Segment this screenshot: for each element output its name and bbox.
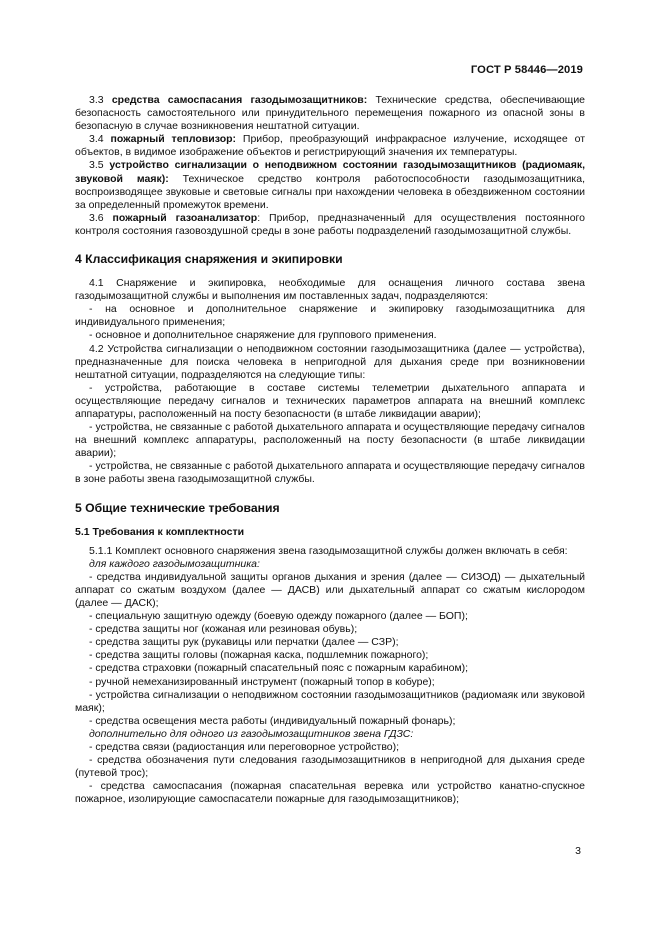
term-name: пожарный тепловизор:: [110, 133, 237, 146]
list-item: - специальную защитную одежду (боевую одежду пожарного (далее — БОП);: [89, 610, 468, 623]
term-name: средства самоспасания газодымозащитников:: [111, 94, 368, 106]
page-number: 3: [575, 845, 581, 857]
list-item: - средства защиты головы (пожарная каска, подшлемник пожарного);: [89, 649, 429, 662]
page-content: [75, 94, 585, 807]
term-3-5: 3.5 устройство сигнализации о неподвижном состоянии газодымозащитников (радиомаяк, звуковой маяк): Техническое средство контроля работоспособности газодымозащитника, воспроизводящее звуковые и световые сигналы при нахождении человека в обездвиженном состоянии за определенный промежуток времени.: [75, 159, 586, 211]
list-item: - средства защиты рук (рукавицы или перчатки (далее — СЗР);: [89, 636, 399, 649]
list-item: - устройства, не связанные с работой дыхательного аппарата и осуществляющие передачу сигналов в зоне работы звена газодымозащитной службы.: [75, 460, 585, 486]
list-label: для каждого газодымозащитника:: [89, 557, 260, 570]
paragraph-4-1: 4.1 Снаряжение и экипировка, необходимые для оснащения личного состава звена газодымозащитной службы и выполнения им поставленных задач, подразделяются:: [75, 277, 585, 303]
term-3-3: 3.3 средства самоспасания газодымозащитников: Технические средства, обеспечивающие безопасность самостоятельного или принудительного перемещения пожарного из опасной зоны в безопасную в случае возникновения нештатной ситуации.: [75, 94, 586, 133]
list-item: - средства связи (радиостанция или переговорное устройство);: [89, 741, 400, 754]
list-label: дополнительно для одного из газодымозащитников звена ГДЗС:: [89, 727, 414, 740]
list-item: - устройства сигнализации о неподвижном состоянии газодымозащитников (радиомаяк или звуковой маяк);: [75, 688, 585, 714]
list-item: - средства освещения места работы (индивидуальный пожарный фонарь);: [89, 714, 456, 727]
section-4-heading: 4 Классификация снаряжения и экипировки: [75, 252, 343, 267]
list-item: - средства защиты ног (кожаная или резиновая обувь);: [89, 623, 358, 636]
list-item: - средства страховки (пожарный спасательный пояс с пожарным карабином);: [89, 662, 469, 675]
paragraph-5-1-1: 5.1.1 Комплект основного снаряжения звена газодымозащитной службы должен включать в себя:: [89, 544, 568, 557]
list-item: - устройства, работающие в составе системы телеметрии дыхательного аппарата и осуществляющие передачу сигналов и технических параметров аппарата на внешний комплекс аппаратуры, расположенный на посту безопасности (в штабе ликвидации аварии);: [75, 381, 585, 420]
list-item: - средства самоспасания (пожарная спасательная веревка или устройство канатно-спускное пожарное, изолирующие самоспасатели пожарные для газодымозащитников);: [75, 780, 585, 806]
term-3-4: 3.4 пожарный тепловизор: Прибор, преобразующий инфракрасное излучение, исходящее от объектов, в видимое изображение объектов и регистрирующий значения их температуры.: [75, 133, 586, 159]
paragraph-4-2: 4.2 Устройства сигнализации о неподвижном состоянии газодымозащитника (далее — устройства), предназначенные для поиска человека в непригодной для дыхания среде при возникновении нештатной ситуации, подразделяются на следующие типы:: [75, 342, 585, 381]
standard-header: ГОСТ Р 58446—2019: [470, 64, 583, 76]
list-item: - средства обозначения пути следования газодымозащитников в непригодной для дыхания среде (путевой трос);: [75, 754, 585, 780]
term-name: устройство сигнализации о неподвижном состоянии газодымозащитников (радиомаяк, звуковой маяк):: [75, 159, 586, 185]
term-name: пожарный газоанализатор: [112, 211, 258, 224]
list-item: - на основное и дополнительное снаряжение и экипировку газодымозащитника для индивидуального применения;: [75, 303, 585, 329]
list-item: - основное и дополнительное снаряжение для группового применения.: [89, 329, 437, 342]
term-3-6: 3.6 пожарный газоанализатор: Прибор, предназначенный для осуществления постоянного контроля состояния газовоздушной среды в зоне работы подразделений газодымозащитной службы.: [75, 211, 585, 237]
list-item: - ручной немеханизированный инструмент (пожарный топор в кобуре);: [89, 675, 435, 688]
list-item: - устройства, не связанные с работой дыхательного аппарата и осуществляющие передачу сигналов на внешний комплекс аппаратуры, расположенный на посту безопасности (в штабе ликвидации аварии);: [75, 421, 585, 460]
section-5-heading: 5 Общие технические требования: [75, 500, 280, 515]
list-item: - средства индивидуальной защиты органов дыхания и зрения (далее — СИЗОД) — дыхательный аппарат со сжатым воздухом (далее — ДАСВ) или дыхательный аппарат со сжатым кислородом (далее — ДАСК);: [75, 570, 585, 609]
subsection-5-1-heading: 5.1 Требования к комплектности: [75, 525, 245, 538]
